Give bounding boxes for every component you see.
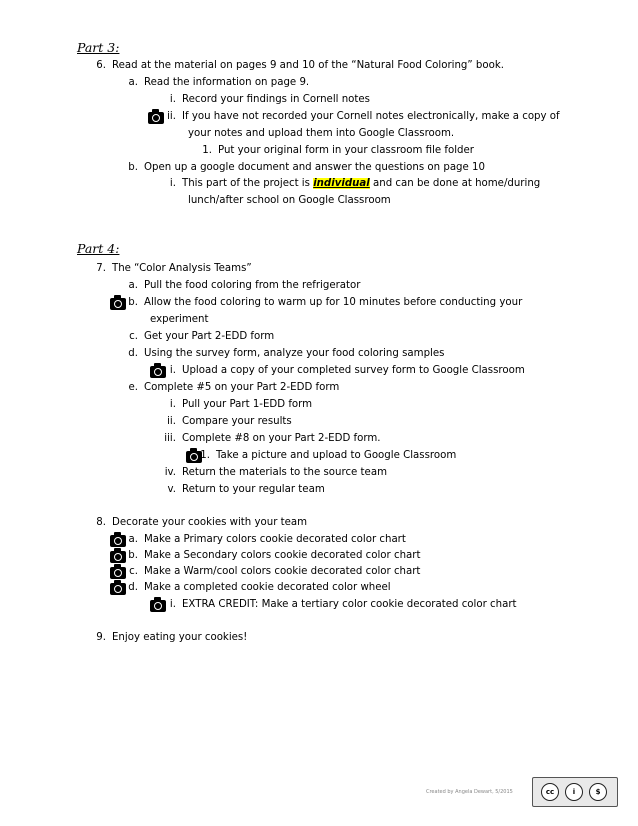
list-item-7	[92, 262, 252, 275]
list-text: Make a Secondary colors cookie decorated color chart	[144, 550, 421, 561]
list-item-7e-v	[158, 483, 325, 496]
list-item-8a	[124, 533, 406, 546]
list-text: Make a Warm/cool colors cookie decorated color chart	[144, 566, 421, 577]
list-item-6a	[124, 76, 309, 89]
list-marker: c.	[129, 566, 138, 577]
list-item-7e-iii-1	[190, 449, 456, 462]
list-marker: ii.	[167, 416, 176, 427]
list-text: Upload a copy of your completed survey form to Google Classroom	[182, 365, 525, 376]
list-item-8d-i	[158, 598, 517, 611]
list-marker: b.	[128, 550, 138, 561]
list-text: Allow the food coloring to warm up for 10 minutes before conducting your	[144, 297, 523, 308]
list-text: Make a completed cookie decorated color wheel	[144, 582, 391, 593]
list-item-7d-i	[158, 364, 525, 377]
list-marker: 7.	[96, 263, 106, 274]
list-marker: ii.	[167, 111, 176, 122]
list-marker: i.	[169, 178, 176, 189]
list-marker: i.	[169, 599, 176, 610]
list-text: Return to your regular team	[182, 484, 325, 495]
list-marker: b.	[128, 162, 138, 173]
list-marker: iv.	[164, 467, 176, 478]
list-text: Pull your Part 1-EDD form	[182, 399, 313, 410]
list-item-6	[92, 59, 504, 72]
list-item-8b	[124, 549, 420, 562]
list-text: Pull the food coloring from the refrigerator	[144, 280, 361, 291]
list-text: and can be done at home/during	[373, 178, 541, 189]
list-item-continuation: lunch/after school on Google Classroom	[188, 195, 391, 206]
list-text: Record your findings in Cornell notes	[182, 94, 370, 105]
list-text: Get your Part 2-EDD form	[144, 331, 275, 342]
list-item-7a	[124, 279, 360, 292]
list-marker: a.	[128, 534, 138, 545]
list-marker: a.	[128, 280, 138, 291]
list-item-8c	[124, 565, 420, 578]
list-marker: i.	[169, 399, 176, 410]
highlighted-word: individual	[313, 178, 370, 189]
list-marker: i.	[169, 94, 176, 105]
list-marker: e.	[128, 382, 138, 393]
list-text: This part of the project is	[182, 178, 310, 189]
list-marker: 8.	[96, 517, 106, 528]
cc-license-badge[interactable]	[532, 777, 618, 807]
list-marker: 1.	[200, 450, 210, 461]
list-marker: v.	[167, 484, 176, 495]
list-marker: 9.	[96, 632, 106, 643]
list-item-6b	[124, 161, 485, 174]
part3-heading: Part 3:	[77, 40, 120, 55]
list-item-continuation: your notes and upload them into Google Classroom.	[188, 128, 455, 139]
list-marker: 6.	[96, 60, 106, 71]
list-item-7e-ii	[158, 415, 292, 428]
attribution-icon: i	[565, 783, 583, 801]
part4-heading: Part 4:	[77, 241, 120, 256]
list-item-7e-i	[158, 398, 312, 411]
list-marker: 1.	[202, 145, 212, 156]
list-text: Read the information on page 9.	[144, 77, 310, 88]
list-marker: iii.	[164, 433, 176, 444]
list-marker: b.	[128, 297, 138, 308]
list-marker: c.	[129, 331, 138, 342]
list-item-7d	[124, 347, 444, 360]
list-item-7c	[124, 330, 274, 343]
list-text: Read at the material on pages 9 and 10 of the “Natural Food Coloring” book.	[112, 60, 504, 71]
list-text: Decorate your cookies with your team	[112, 517, 308, 528]
list-text: EXTRA CREDIT: Make a tertiary color cookie decorated color chart	[182, 599, 517, 610]
list-item-continuation: experiment	[150, 314, 209, 325]
list-item-8	[92, 516, 307, 529]
footer-credit: Created by Angela Dewart, 5/2015	[426, 789, 513, 795]
list-text: Complete #8 on your Part 2-EDD form.	[182, 433, 381, 444]
list-text: Return the materials to the source team	[182, 467, 387, 478]
list-text: Put your original form in your classroom file folder	[218, 145, 474, 156]
list-item-8d	[124, 581, 391, 594]
list-text: The “Color Analysis Teams”	[112, 263, 252, 274]
noncommercial-icon: $	[589, 783, 607, 801]
list-marker: d.	[128, 582, 138, 593]
list-text: Make a Primary colors cookie decorated color chart	[144, 534, 406, 545]
list-item-6a-ii-1	[194, 144, 474, 157]
list-marker: d.	[128, 348, 138, 359]
list-item-6b-i	[158, 177, 540, 190]
cc-icon: cc	[541, 783, 559, 801]
list-text: Compare your results	[182, 416, 292, 427]
list-item-7e-iii	[158, 432, 381, 445]
list-text: Enjoy eating your cookies!	[112, 632, 248, 643]
list-item-6a-ii	[158, 110, 560, 123]
list-item-7b	[124, 296, 522, 309]
list-item-7e	[124, 381, 339, 394]
list-marker: i.	[169, 365, 176, 376]
list-text: Using the survey form, analyze your food coloring samples	[144, 348, 445, 359]
list-text: Complete #5 on your Part 2-EDD form	[144, 382, 340, 393]
list-item-9	[92, 631, 247, 644]
list-text: Open up a google document and answer the questions on page 10	[144, 162, 485, 173]
list-item-6a-i	[158, 93, 370, 106]
list-item-7e-iv	[158, 466, 387, 479]
list-marker: a.	[128, 77, 138, 88]
list-text: If you have not recorded your Cornell notes electronically, make a copy of	[182, 111, 560, 122]
list-text: Take a picture and upload to Google Classroom	[216, 450, 457, 461]
